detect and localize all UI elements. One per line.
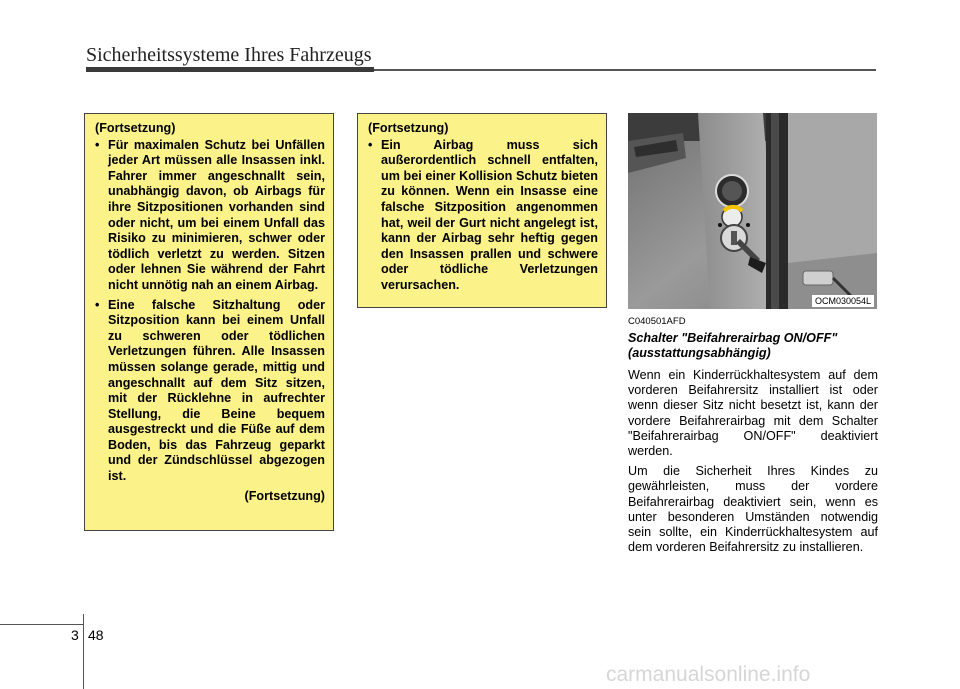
airbag-switch-illustration <box>628 113 877 309</box>
bullet: • <box>95 137 100 152</box>
continued-label-top: (Fortsetzung) <box>95 121 176 135</box>
warning-list <box>95 138 325 485</box>
figure-id: OCM030054L <box>812 295 874 307</box>
bullet: • <box>368 137 373 152</box>
paragraph: Um die Sicherheit Ihres Kindes zu gewährleisten, muss der vordere Beifahrerairbag deaktiviert sein, wenn es unter besonderen Umständen notwendig sein sollte, ein Kinderrückhaltesystem auf dem vorderen Beifahrersitz zu installieren. <box>628 464 878 555</box>
header-rule-dark <box>86 67 374 72</box>
warning-item-text: Ein Airbag muss sich außerordentlich schnell entfalten, um bei einer Kollision Schutz bieten zu können. Wenn ein Insasse eine falsche Sitzposition angenommen hat, weil der Gurt nicht angelegt ist, kann der Airbag sehr heftig gegen den Insassen prallen und schwere oder tödliche Verletzungen verursachen. <box>381 137 598 292</box>
footer-rule <box>0 624 83 625</box>
paragraph: Wenn ein Kinderrückhaltesystem auf dem vorderen Beifahrersitz installiert ist oder wenn dieser Sitz nicht besetzt ist, kann der vordere Beifahrerairbag mit dem Schalter "Beifahrerairbag ON/OFF" deaktiviert werden. <box>628 368 878 459</box>
header-rule <box>374 69 876 71</box>
page-number: 48 <box>88 627 104 643</box>
warning-box-middle <box>357 113 607 308</box>
warning-box-left <box>84 113 334 531</box>
section-body <box>628 368 878 560</box>
warning-list <box>368 138 598 294</box>
bullet: • <box>95 297 100 312</box>
warning-item <box>95 138 325 294</box>
warning-item <box>368 138 598 294</box>
section-heading: Schalter "Beifahrerairbag ON/OFF" (ausstattungsabhängig) <box>628 331 838 360</box>
warning-item-text: Eine falsche Sitzhaltung oder Sitzposition kann bei einem Unfall zu schweren oder tödlichen Verletzungen führen. Alle Insassen müssen solange gerade, mittig und angeschnallt auf dem Sitz sitzen, mit der Rücklehne in aufrechter Stellung, die Beine bequem ausgestreckt und die Füße auf dem Boden, bis das Fahrzeug geparkt und der Zündschlüssel abgezogen ist. <box>108 297 325 484</box>
continued-label-bottom: (Fortsetzung) <box>244 488 325 503</box>
warning-item-text: Für maximalen Schutz bei Unfällen jeder Art müssen alle Insassen inkl. Fahrer immer angeschnallt sein, unabhängig davon, ob Airbags für ihre Sitzpositionen vorhanden sind oder nicht, um bei einem Unfall das Risiko zu minimieren, schwer oder tödlich verletzt zu werden. Sitzen oder lehnen Sie während der Fahrt nicht unnötig nah an einem Airbag. <box>108 137 325 292</box>
warning-item <box>95 298 325 485</box>
header-title: Sicherheitssysteme Ihres Fahrzeugs <box>86 44 372 66</box>
chapter-number: 3 <box>71 627 79 643</box>
watermark: carmanualsonline.info <box>606 663 811 686</box>
footer-divider <box>83 614 84 689</box>
airbag-switch-photo <box>628 113 877 309</box>
section-code: C040501AFD <box>628 316 686 327</box>
continued-label-top: (Fortsetzung) <box>368 121 449 135</box>
